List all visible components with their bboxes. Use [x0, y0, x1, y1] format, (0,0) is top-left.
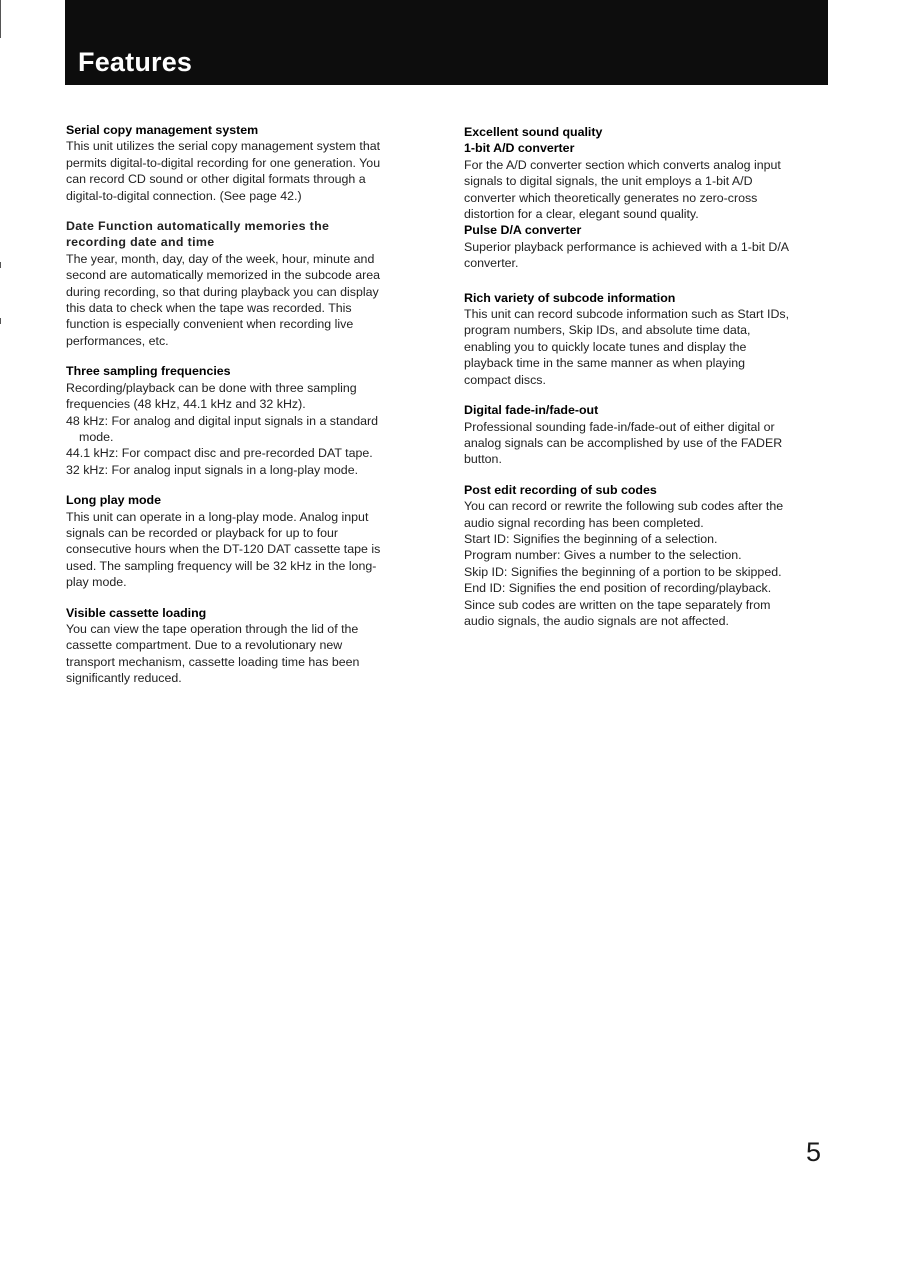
page-number: 5 — [806, 1137, 822, 1167]
section-heading: Visible cassette loading — [66, 605, 207, 620]
section-heading: Long play mode — [66, 493, 161, 508]
section-heading: Excellent sound quality — [464, 125, 603, 139]
frequency-line: 48 kHz: For analog and digital input signals in a standard — [66, 413, 379, 428]
subheading-da-converter: Pulse D/A converter — [464, 223, 582, 238]
section-serial-copy — [66, 122, 426, 204]
frequency-line: 32 kHz: For analog input signals in a long-play mode. — [66, 462, 359, 477]
section-fade — [464, 402, 826, 468]
section-heading: Post edit recording of sub codes — [464, 482, 657, 497]
scan-edge-mark — [0, 318, 1, 324]
section-post-edit — [464, 482, 826, 630]
right-column — [464, 124, 826, 643]
scan-edge-mark — [0, 262, 1, 268]
left-column — [66, 122, 426, 701]
section-body: For the A/D converter section which converts analog input signals to digital signals, the unit employs a 1-bit A/D converter which theoretically generates no zero-cross distortion for a clear, elegant sound quality. — [464, 157, 781, 222]
section-heading: Three sampling frequencies — [66, 364, 231, 379]
section-body: This unit can operate in a long-play mode. Analog input signals can be recorded or playback for up to four consecutive hours when the DT-120 DAT cassette tape is used. The sampling frequency will be 32 kHz in the long- play mode. — [66, 509, 381, 590]
section-sampling-frequencies — [66, 363, 426, 478]
section-heading: Rich variety of subcode information — [464, 290, 676, 305]
section-date-function — [66, 218, 426, 349]
section-heading: Date Function automatically memories the recording date and time — [66, 219, 330, 250]
section-body: You can view the tape operation through the lid of the cassette compartment. Due to a revolutionary new transport mechanism, cassette loading time has been significantly reduced. — [66, 621, 360, 686]
subheading-ad-converter: 1-bit A/D converter — [464, 141, 575, 156]
section-body: You can record or rewrite the following sub codes after the audio signal recording has been completed. Start ID: Signifies the beginning of a selection. Program number: Gives a number to the selection. Skip ID: Signifies the beginning of a portion to be skipped. End ID: Signifies the end position of recording/playback. Since sub codes are written on the tape separately from audio signals, the audio signals are not affected. — [464, 499, 784, 628]
section-sound-quality — [464, 124, 826, 272]
section-cassette-loading — [66, 605, 426, 687]
section-body: Professional sounding fade-in/fade-out of either digital or analog signals can be accomplished by use of the FADER button. — [464, 419, 783, 467]
section-body: This unit can record subcode information such as Start IDs, program numbers, Skip IDs, and absolute time data, enabling you to quickly locate tunes and display the playback time in the same manner as when playing compact discs. — [464, 307, 790, 387]
section-body: Superior playback performance is achieved with a 1-bit D/A converter. — [464, 239, 790, 271]
section-body: The year, month, day, day of the week, hour, minute and second are automatically memorized in the subcode area during recording, so that during playback you can display this data to check when the tape was recorded. This function is especially convenient when recording live performances, etc. — [66, 251, 381, 348]
section-body: This unit utilizes the serial copy management system that permits digital-to-digital recording for one generation. You can record CD sound or other digital formats through a digital-to-digital connection. (See page 42.) — [66, 139, 381, 203]
page-title: Features — [78, 47, 193, 77]
frequency-list — [66, 413, 426, 479]
frequency-line-continued: mode. — [79, 429, 114, 444]
section-long-play — [66, 492, 426, 590]
header-bar — [65, 0, 828, 85]
section-body: Recording/playback can be done with three sampling frequencies (48 kHz, 44.1 kHz and 32 kHz). — [66, 380, 357, 412]
frequency-line: 44.1 kHz: For compact disc and pre-recorded DAT tape. — [66, 446, 373, 461]
section-subcode-information — [464, 290, 826, 388]
scan-edge-mark — [0, 0, 1, 38]
section-heading: Serial copy management system — [66, 123, 259, 137]
section-heading: Digital fade-in/fade-out — [464, 403, 599, 418]
